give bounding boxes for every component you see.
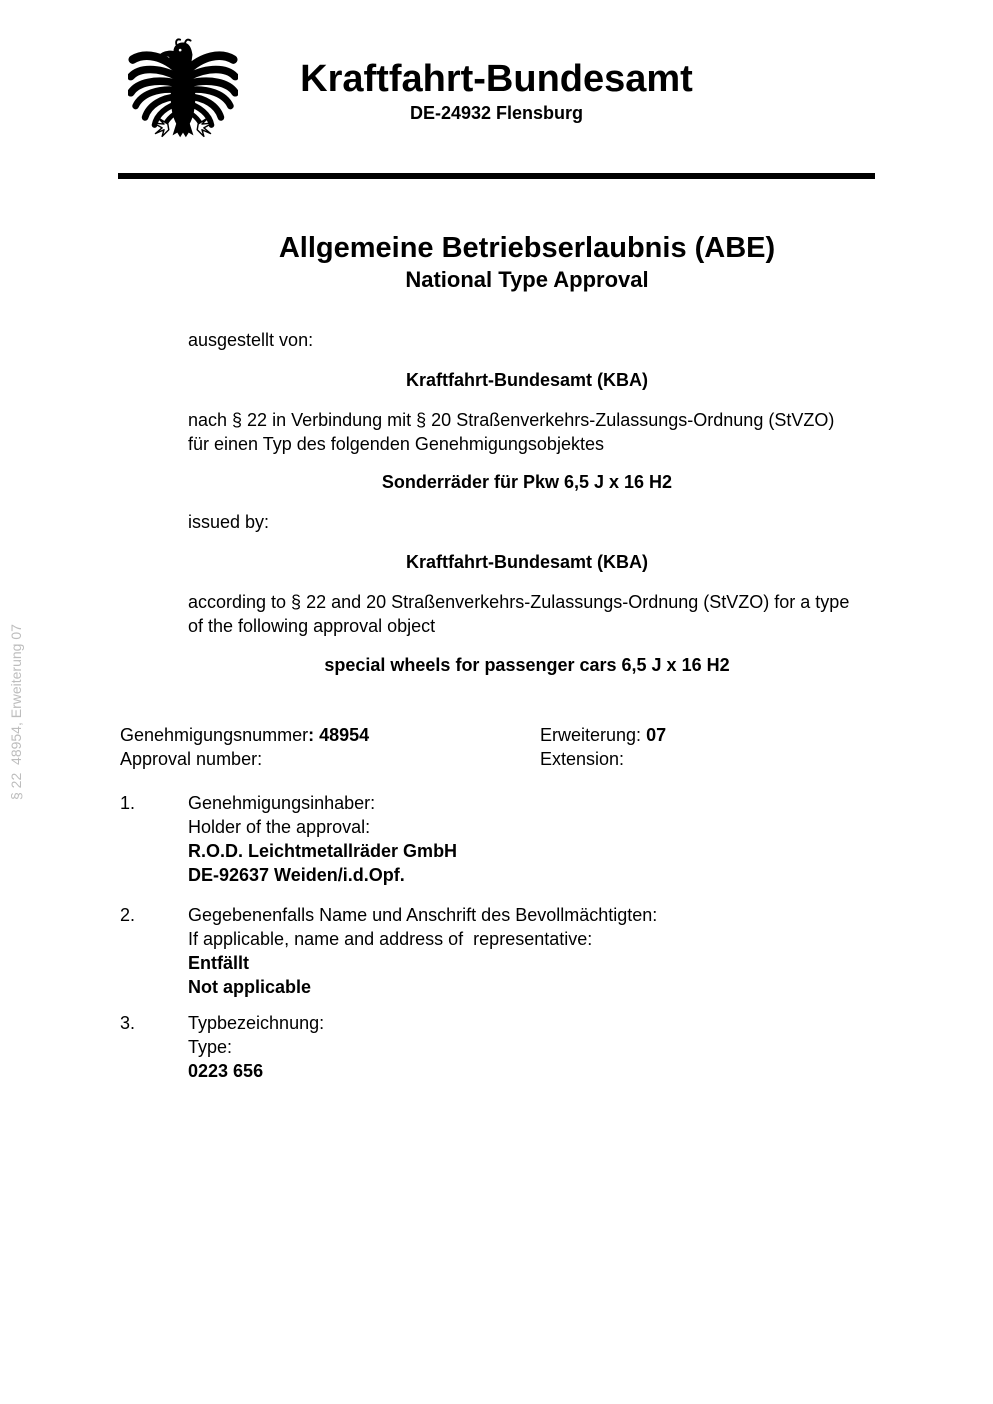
- extension-label-en: Extension:: [540, 749, 625, 769]
- numbered-item-2: [120, 903, 993, 999]
- approval-number-label-de: Genehmigungsnummer: [120, 725, 309, 745]
- item-3-label-de: Typbezeichnung:: [188, 1013, 325, 1033]
- item-1-label-de: Genehmigungsinhaber:: [188, 793, 376, 813]
- item-2-body: [188, 903, 657, 999]
- item-2-value-line1: Entfällt: [188, 953, 249, 973]
- document-body: [188, 231, 866, 677]
- legal-basis-en-line1: according to § 22 and 20 Straßenverkehrs-Zulassungs-Ordnung (StVZO) for a type: [188, 592, 850, 612]
- document-header: [0, 0, 993, 173]
- document-title-de: Allgemeine Betriebserlaubnis (ABE): [278, 232, 776, 264]
- legal-basis-en: [188, 590, 866, 638]
- approval-number-row: [120, 723, 993, 771]
- numbered-item-3: [120, 1011, 993, 1083]
- header-divider-rule: [118, 173, 875, 179]
- legal-basis-de-line2: für einen Typ des folgenden Genehmigungsobjektes: [188, 434, 604, 454]
- item-2-label-en: If applicable, name and address of representative:: [188, 929, 593, 949]
- extension-label-de: Erweiterung:: [540, 725, 647, 745]
- item-1-body: [188, 791, 457, 887]
- item-2-label-de: Gegebenenfalls Name und Anschrift des Bevollmächtigten:: [188, 905, 658, 925]
- approval-number-value: : 48954: [308, 725, 370, 745]
- item-2-number: 2.: [120, 905, 136, 925]
- legal-basis-de-line1: nach § 22 in Verbindung mit § 20 Straßenverkehrs-Zulassungs-Ordnung (StVZO): [188, 410, 835, 430]
- authority-name-de: Kraftfahrt-Bundesamt (KBA): [406, 370, 648, 390]
- item-3-number: 3.: [120, 1013, 136, 1033]
- german-federal-eagle-icon: [128, 36, 238, 140]
- legal-basis-de: [188, 408, 866, 456]
- item-3-label-en: Type:: [188, 1037, 233, 1057]
- item-1-value-line1: R.O.D. Leichtmetallräder GmbH: [188, 841, 458, 861]
- side-watermark-text: § 22 48954, Erweiterung 07: [8, 624, 24, 800]
- approval-object-en: special wheels for passenger cars 6,5 J x 16 H2: [324, 655, 730, 675]
- item-3-value-line1: 0223 656: [188, 1061, 264, 1081]
- document-title-en: National Type Approval: [405, 267, 649, 292]
- item-3-body: [188, 1011, 324, 1083]
- item-1-value-line2: DE-92637 Weiden/i.d.Opf.: [188, 865, 405, 885]
- extension-block: [540, 723, 666, 771]
- numbered-item-1: [120, 791, 993, 887]
- issued-by-label-de: ausgestellt von:: [188, 330, 314, 350]
- item-2-value-line2: Not applicable: [188, 977, 312, 997]
- extension-value: 07: [646, 725, 667, 745]
- approval-number-block: [120, 723, 540, 771]
- approval-object-de: Sonderräder für Pkw 6,5 J x 16 H2: [381, 472, 673, 492]
- agency-address: DE-24932 Flensburg: [409, 103, 584, 123]
- item-1-number: 1.: [120, 793, 136, 813]
- authority-name-en: Kraftfahrt-Bundesamt (KBA): [406, 552, 648, 572]
- approval-number-label-en: Approval number:: [120, 749, 263, 769]
- legal-basis-en-line2: of the following approval object: [188, 616, 436, 636]
- issued-by-label-en: issued by:: [188, 512, 270, 532]
- agency-name: Kraftfahrt-Bundesamt: [300, 58, 693, 100]
- item-1-label-en: Holder of the approval:: [188, 817, 371, 837]
